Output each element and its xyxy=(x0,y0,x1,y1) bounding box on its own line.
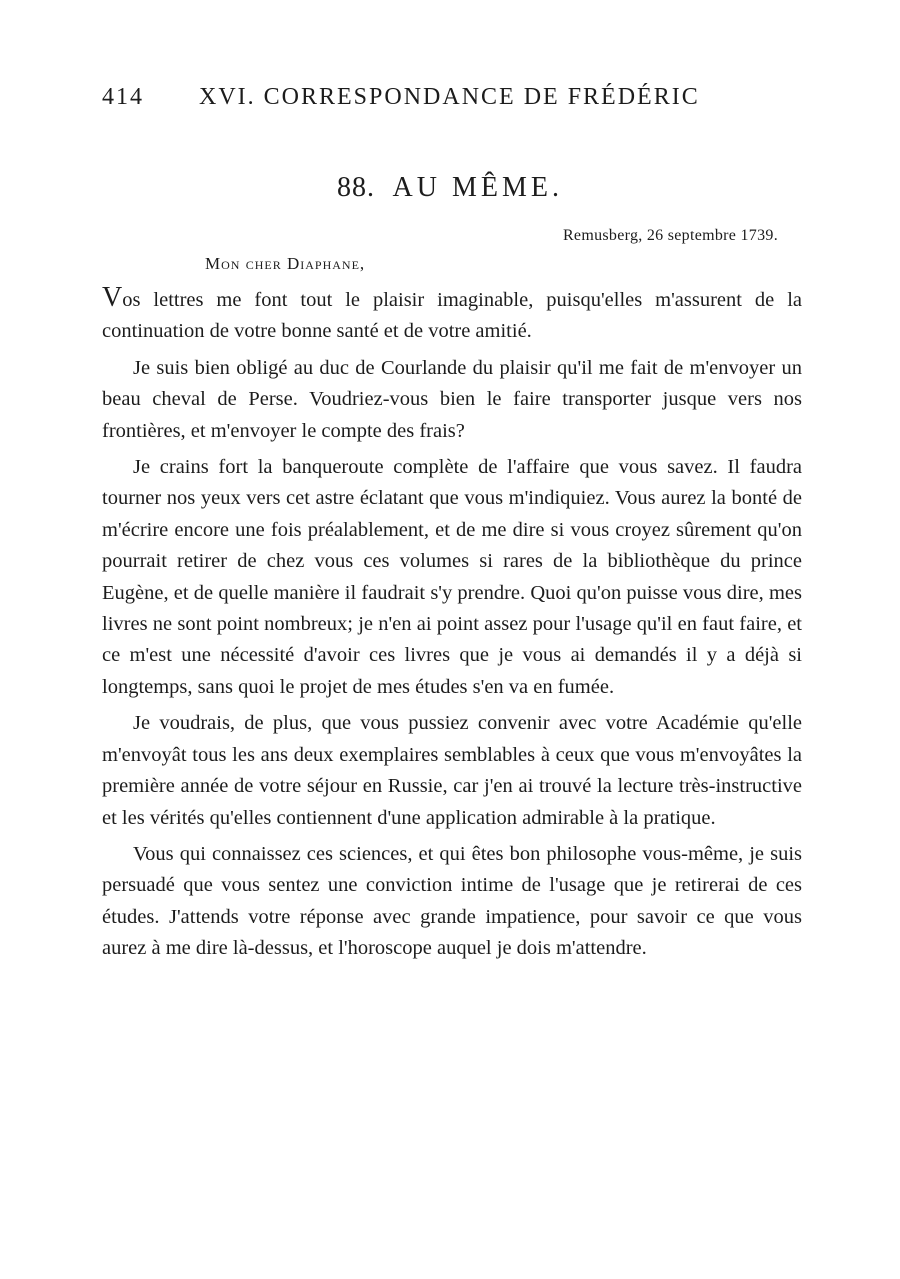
initial-letter: V xyxy=(102,282,123,313)
paragraph: Je crains fort la banqueroute complète de l'affaire que vous savez. Il faudra tourner nos yeux vers cet astre éclatant que vous m'indiquiez. Vous aurez la bonté de m'écrire encore une fois préalablement, et de me dire si vous croyez sûrement qu'on pourrait retirer de chez vous ces volumes si rares de la bibliothèque du prince Eugène, et de quelle manière il faudrait s'y prendre. Quoi qu'on puisse vous dire, mes livres ne sont point nombreux; je n'en ai point assez pour l'usage qu'il en faut faire, et ce m'est une nécessité d'avoir ces livres que je vous ai demandés il y a déjà si longtemps, sans quoi le projet de mes études s'en va en fumée. xyxy=(102,456,802,698)
letter-title: AU MÊME. xyxy=(392,172,563,203)
running-title: XVI. CORRESPONDANCE DE FRÉDÉRIC xyxy=(199,84,700,110)
paragraph: Je voudrais, de plus, que vous pussiez convenir avec votre Académie qu'elle m'envoyât tous les ans deux exemplaires semblables à ceux que vous m'envoyâtes la première année de votre séjour en Russie, car j'en ai trouvé la lecture très-instructive et les vérités qu'elles contiennent d'une application admirable à la pratique. xyxy=(102,712,802,829)
dateline: Remusberg, 26 septembre 1739. xyxy=(562,227,778,244)
running-head xyxy=(102,84,742,111)
letter-body xyxy=(102,282,802,970)
paragraph-text: os lettres me font tout le plaisir imaginable, puisqu'elles m'assurent de la continuation de votre bonne santé et de votre amitié. xyxy=(102,289,802,343)
letter-heading xyxy=(0,172,900,204)
paragraph: Vous qui connaissez ces sciences, et qui êtes bon philosophe vous-même, je suis persuadé que vous sentez une conviction intime de l'usage que je retirerai de ces études. J'attends votre réponse avec grande impatience, pour savoir ce que vous aurez à me dire là-dessus, et l'horoscope auquel je dois m'attendre. xyxy=(102,842,802,960)
salutation: Mon cher Diaphane, xyxy=(205,254,366,273)
paragraph: Je suis bien obligé au duc de Courlande du plaisir qu'il me fait de m'envoyer un beau cheval de Perse. Voudriez-vous bien le faire transporter jusque vers nos frontières, et m'envoyer le compte des frais? xyxy=(102,356,802,442)
paragraph xyxy=(102,282,802,348)
page-number: 414 xyxy=(102,84,144,110)
letter-number: 88. xyxy=(337,172,376,203)
